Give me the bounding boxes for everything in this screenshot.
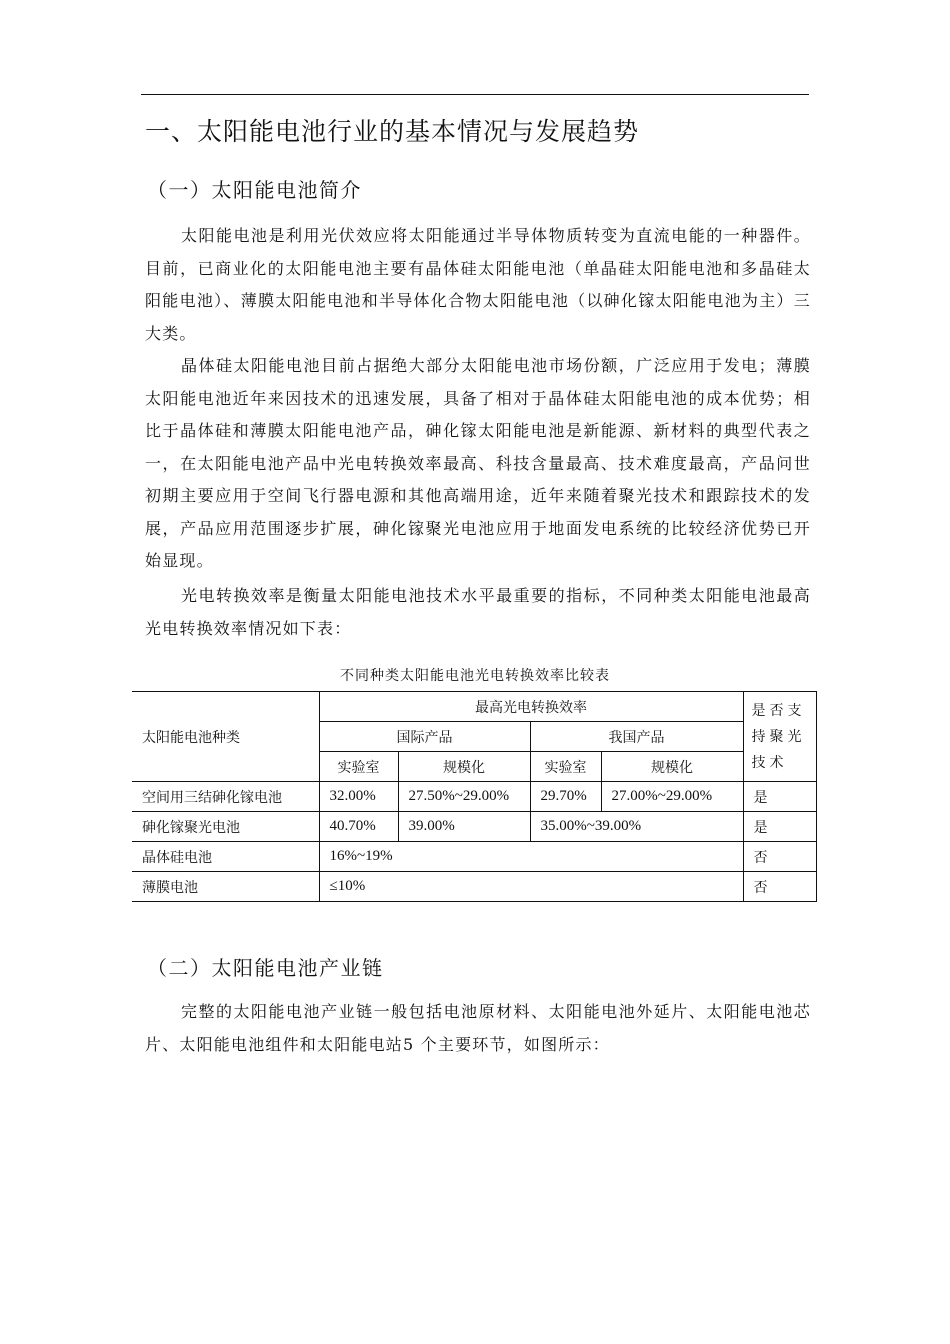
- header-international: 国际产品: [319, 722, 530, 752]
- efficiency-table: [132, 691, 817, 902]
- cell-support: 否: [743, 872, 816, 902]
- section-heading-intro: （一）太阳能电池简介: [147, 178, 362, 202]
- cell-intl-lab: 40.70%: [319, 812, 398, 842]
- paragraph-market: 晶体硅太阳能电池目前占据绝大部分太阳能电池市场份额，广泛应用于发电；薄膜太阳能电池近年来因技术的迅速发展，具备了相对于晶体硅太阳能电池的成本优势；相比于晶体硅和薄膜太阳能电池产品，砷化镓太阳能电池是新能源、新材料的典型代表之一，在太阳能电池产品中光电转换效率最高、科技含量最高、技术难度最高，产品问世初期主要应用于空间飞行器电源和其他高端用途，近年来随着聚光技术和跟踪技术的发展，产品应用范围逐步扩展，砷化镓聚光电池应用于地面发电系统的比较经济优势已开始显现。: [145, 356, 811, 570]
- cell-domestic: 35.00%~39.00%: [530, 812, 743, 842]
- header-type: 太阳能电池种类: [132, 692, 319, 782]
- header-dom-lab: 实验室: [530, 752, 601, 782]
- cell-intl-scale: 39.00%: [398, 812, 530, 842]
- table-row: [132, 872, 816, 902]
- cell-type: 空间用三结砷化镓电池: [132, 782, 319, 812]
- header-intl-scale: 规模化: [398, 752, 530, 782]
- header-intl-lab: 实验室: [319, 752, 398, 782]
- cell-efficiency: ≤10%: [319, 872, 743, 902]
- table-row: [132, 812, 816, 842]
- table-caption: 不同种类太阳能电池光电转换效率比较表: [340, 668, 610, 684]
- chapter-heading: 一、太阳能电池行业的基本情况与发展趋势: [145, 117, 640, 146]
- cell-support: 是: [743, 782, 816, 812]
- cell-intl-scale: 27.50%~29.00%: [398, 782, 530, 812]
- cell-type: 薄膜电池: [132, 872, 319, 902]
- header-max-efficiency: 最高光电转换效率: [319, 692, 743, 722]
- header-dom-scale: 规模化: [601, 752, 743, 782]
- table-row: [132, 842, 816, 872]
- table-row: [132, 782, 816, 812]
- paragraph-efficiency: 光电转换效率是衡量太阳能电池技术水平最重要的指标，不同种类太阳能电池最高光电转换效率情况如下表：: [145, 586, 811, 638]
- paragraph-intro: 太阳能电池是利用光伏效应将太阳能通过半导体物质转变为直流电能的一种器件。目前，已商业化的太阳能电池主要有晶体硅太阳能电池（单晶硅太阳能电池和多晶硅太阳能电池）、薄膜太阳能电池和半导体化合物太阳能电池（以砷化镓太阳能电池为主）三大类。: [145, 226, 811, 343]
- cell-dom-lab: 29.70%: [530, 782, 601, 812]
- cell-dom-scale: 27.00%~29.00%: [601, 782, 743, 812]
- paragraph-industry-chain: 完整的太阳能电池产业链一般包括电池原材料、太阳能电池外延片、太阳能电池芯片、太阳能电池组件和太阳能电站5 个主要环节，如图所示：: [145, 1002, 811, 1054]
- cell-type: 砷化镓聚光电池: [132, 812, 319, 842]
- cell-type: 晶体硅电池: [132, 842, 319, 872]
- cell-intl-lab: 32.00%: [319, 782, 398, 812]
- header-domestic: 我国产品: [530, 722, 743, 752]
- header-concentrator-support: 是否支持聚光技术: [743, 692, 816, 782]
- cell-efficiency: 16%~19%: [319, 842, 743, 872]
- cell-support: 是: [743, 812, 816, 842]
- section-heading-industry-chain: （二）太阳能电池产业链: [147, 956, 384, 980]
- header-rule: [141, 94, 809, 95]
- table-header-row: [132, 692, 816, 722]
- cell-support: 否: [743, 842, 816, 872]
